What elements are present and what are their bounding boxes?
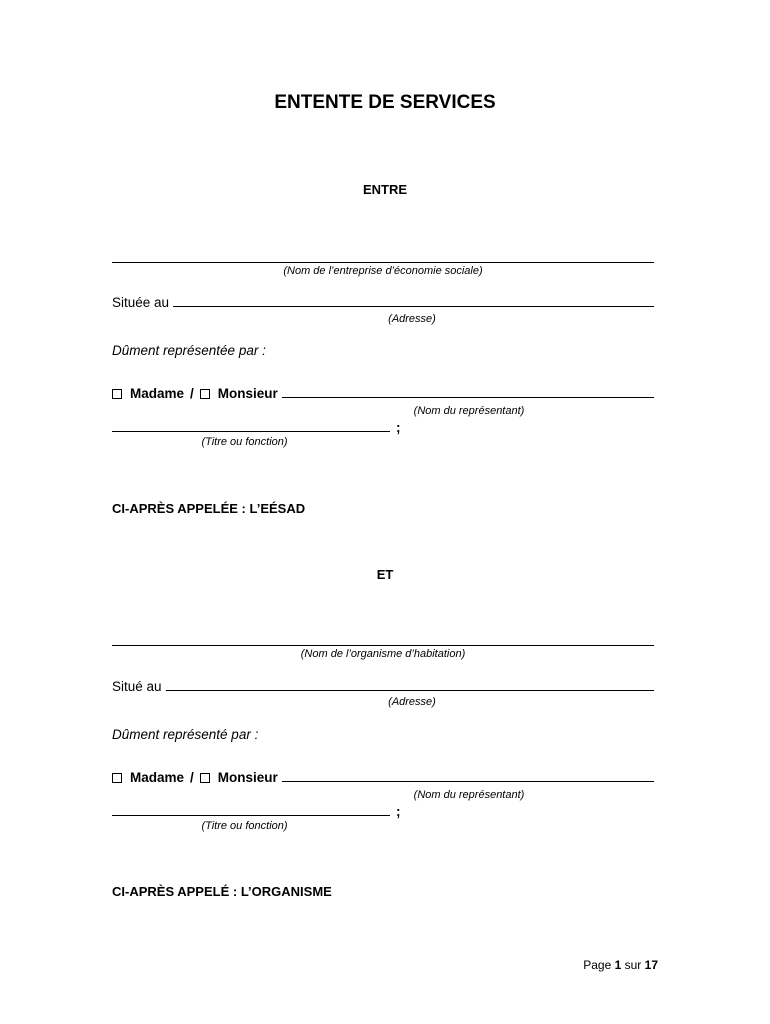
representative-row-2 <box>112 770 654 785</box>
title-caption-2: (Titre ou fonction) <box>201 820 288 832</box>
semicolon: ; <box>396 420 401 435</box>
representative-row <box>112 386 654 401</box>
address-caption: (Adresse) <box>388 313 436 325</box>
et-heading: ET <box>376 567 394 582</box>
semicolon-2: ; <box>396 804 401 819</box>
page-number: 1 <box>614 958 622 972</box>
representative-caption: (Nom du représentant) <box>413 405 525 417</box>
slash-separator: / <box>190 386 194 401</box>
representative-name-line[interactable] <box>282 397 654 398</box>
page-total: 17 <box>644 958 658 972</box>
monsieur-checkbox-2[interactable] <box>200 773 210 783</box>
organism-name-line[interactable] <box>112 645 654 646</box>
page-footer <box>583 958 658 972</box>
monsieur-checkbox[interactable] <box>200 389 210 399</box>
address-caption-2: (Adresse) <box>388 696 436 708</box>
title-row-2 <box>112 804 401 819</box>
represented-by-label: Dûment représentée par : <box>112 343 266 358</box>
title-line-2[interactable] <box>112 815 390 816</box>
hereafter-eesad: CI-APRÈS APPELÉE : L’EÉSAD <box>112 501 306 516</box>
madame-label-2: Madame <box>130 770 185 785</box>
of-label: sur <box>624 958 642 972</box>
monsieur-label: Monsieur <box>217 386 278 401</box>
slash-separator-2: / <box>190 770 194 785</box>
title-row <box>112 420 401 435</box>
representative-name-line-2[interactable] <box>282 781 654 782</box>
entre-heading: ENTRE <box>362 182 408 197</box>
located-label-2: Situé au <box>112 679 162 694</box>
address-row-2 <box>112 679 654 694</box>
monsieur-label-2: Monsieur <box>217 770 278 785</box>
title-line[interactable] <box>112 431 390 432</box>
hereafter-organism: CI-APRÈS APPELÉ : L’ORGANISME <box>112 884 332 899</box>
page-label: Page <box>583 958 612 972</box>
madame-label: Madame <box>130 386 185 401</box>
madame-checkbox[interactable] <box>112 389 122 399</box>
document-title: ENTENTE DE SERVICES <box>274 92 496 113</box>
address-row <box>112 295 654 310</box>
representative-caption-2: (Nom du représentant) <box>413 789 525 801</box>
address-line[interactable] <box>173 306 654 307</box>
company-name-line[interactable] <box>112 262 654 263</box>
address-line-2[interactable] <box>166 690 654 691</box>
title-caption: (Titre ou fonction) <box>201 436 288 448</box>
located-label: Située au <box>112 295 170 310</box>
represented-by-label-2: Dûment représenté par : <box>112 727 259 742</box>
organism-name-caption: (Nom de l’organisme d’habitation) <box>300 648 466 660</box>
madame-checkbox-2[interactable] <box>112 773 122 783</box>
company-name-caption: (Nom de l’entreprise d’économie sociale) <box>283 265 483 277</box>
